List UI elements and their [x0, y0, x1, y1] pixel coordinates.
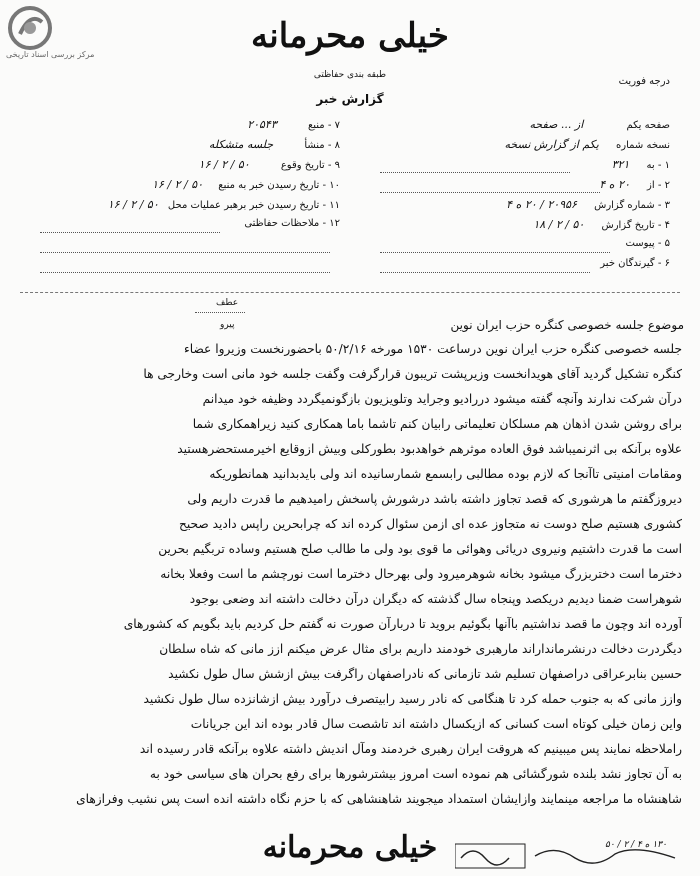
body-line: است ما قدرت داشتیم ونیروی دریائی وهوائی ما قوی بود ولی ما طالب صلح هستیم وساده تربگیم بحرین: [158, 542, 682, 556]
meta-label: ۹ - تاریخ وقوع: [280, 160, 340, 171]
archive-caption: مرکز بررسی اسناد تاریخی: [6, 50, 95, 59]
meta-label: ۳ - شماره گزارش: [594, 200, 670, 211]
meta-label: ۱ - به: [646, 160, 670, 171]
body-line: دیروزگفتم ما هرشوری که قصد تجاوز داشته باشد درشورش پاسخش رامیدهیم ما قدرت داریم ولی: [187, 492, 682, 506]
section-divider: [20, 292, 680, 293]
report-type-label: گزارش خبر: [316, 92, 384, 106]
dotted-line: [195, 312, 245, 313]
meta-value: ۵۰ / ۲ / ۱۶: [152, 178, 204, 191]
meta-value: ۳۲۱: [611, 158, 630, 171]
handwritten-reference: [455, 838, 685, 872]
dotted-line: [40, 272, 330, 273]
subject-line: موضوع جلسه خصوصی کنگره حزب ایران نوین: [450, 318, 684, 332]
body-line: حسین بنابرعراقی دراصفهان تسلیم شد تازمانی که نادراصفهان راگرفت بیش ازشش سال طول نکشید: [168, 667, 682, 681]
body-line: درآن شرکت ندارند وآنچه گفته میشود دررادیو وجراید وتلویزیون بازگونمیگردد وظیفه خود میدانم: [202, 392, 682, 406]
meta-label: ۶ - گیرندگان خبر: [600, 258, 670, 269]
body-line: دیگردرت دخالت درنشرمانداراند مارهبری خودمند داریم برای مثال عرض میکنم ازز مانی که شاه سلطان: [159, 642, 682, 656]
meta-report-date: [533, 218, 670, 231]
dotted-line: [380, 272, 590, 273]
body-line: راملاحظه نمایند پس میبینیم که هروقت ایران رهبری خردمند ومآل اندیش داشته علاوه برآنکه قادر رسیده اند: [139, 742, 682, 756]
body-line: وازز مانی که به جنوب حمله کرد تا هنگامی که نادر رسید رابیتصرف درآورد بیش ازشانزده سال طول نکشید: [143, 692, 682, 706]
meta-report-number: [506, 198, 670, 211]
body-line: برای روشن شدن اذهان هم مسلکان تعلیماتی رابیان کنم تاشما باما همکاری کنید زیراهمکاری شما: [192, 417, 682, 431]
meta-label: ۵ - پیوست: [625, 238, 670, 249]
meta-label: نسخه شماره: [616, 140, 670, 151]
body-line: جلسه خصوصی کنگره حزب ایران نوین درساعت ۱۵۳۰ مورخه ۵۰/۲/۱۶ باحضورنخست وزیروا عضاء: [184, 342, 682, 356]
meta-value: ۲۰۵۴۳: [247, 118, 277, 131]
meta-to: [612, 158, 670, 171]
meta-label: ۴ - تاریخ گزارش: [601, 220, 670, 231]
meta-label: ۱۱ - تاریخ رسیدن خبر برهبر عملیات محل: [167, 200, 340, 211]
secret-stamp-top: خیلی محرمانه: [251, 16, 449, 56]
dotted-line: [380, 192, 600, 193]
secret-stamp-bottom: خیلی محرمانه: [262, 830, 438, 865]
meta-ops-date: [10, 198, 340, 211]
meta-source: [40, 118, 340, 131]
body-line: ومقامات امنیتی تاآنجا که لازم بوده مطالبی رابسمع شمارسانیده اند ولی بایدبدانید همانطوریکه: [209, 467, 682, 481]
signature-ref-text: ۱۳۰ ه ۴ / ۲ / ۵۰: [605, 840, 667, 850]
meta-label: ۲ - از: [647, 180, 670, 191]
body-line: آورده اند وچون ما قصد نداشتیم باآنها بگوئیم بروید تا دربارآن صورت نه گفتم حل کردیم باید بگویم که کشورهای: [123, 617, 682, 631]
meta-security-notes: [40, 218, 340, 229]
meta-label: صفحه یکم: [626, 120, 670, 131]
meta-recipients: [600, 258, 670, 269]
meta-event-date: [40, 158, 340, 171]
dotted-line: [40, 252, 330, 253]
meta-copy: [505, 138, 670, 151]
body-line: کشوری هستیم صلح دوست نه متجاوز عده ای ازمن سئوال کرده اند که چرابحرین راپس دادید صحیح: [179, 517, 682, 531]
followup-label: پیرو: [220, 320, 235, 330]
dotted-line: [380, 172, 570, 173]
archive-logo-icon: [6, 4, 54, 52]
body-line: کنگره تشکیل گردید آقای هویدانخست وزیرپشت تریبون قرارگرفت وگفت جلسه خود مانی است وخارجی ها: [143, 367, 682, 381]
body-line: شوهراست ضمنا دیدیم دریکصد وپنجاه سال گذشته که دیگران درآن دخالت داشته اند وضعی بوجود: [189, 592, 682, 606]
meta-value: جلسه متشکله: [208, 138, 274, 151]
meta-label: ۸ - منشأ: [304, 140, 340, 151]
meta-value: ۵۰ / ۲ / ۱۶: [107, 198, 159, 211]
meta-value: ۲۰ ه ۴: [599, 178, 630, 191]
meta-page: [530, 118, 670, 131]
body-line: علاوه برآنکه بی اثرنمیباشد فوق العاده موثرهم خواهدبود بطورکلی وبیش ازوقایع اخیرمستحضرهستید: [177, 442, 682, 456]
meta-value: ۵۰ / ۲ / ۱۶: [198, 158, 250, 171]
dotted-line: [40, 232, 220, 233]
meta-value: از ... صفحه: [529, 118, 584, 131]
meta-value: ۲۰۹۵۶ / ۲۰ ه ۴: [506, 198, 577, 211]
meta-value: ۵۰ / ۲ / ۱۸: [533, 218, 585, 231]
meta-label: ۱۰ - تاریخ رسیدن خبر به منبع: [218, 180, 340, 191]
meta-label: ۷ - منبع: [307, 120, 340, 131]
reference-label: عطف: [216, 298, 239, 308]
classification-label: طبقه بندی حفاظتی: [313, 70, 387, 80]
body-line: دخترما است دختربزرگ میشود بخانه شوهرمیرود ولی بهرحال دخترما است نورچشم ما است وفعلا بخانه: [160, 567, 682, 581]
meta-origin: [40, 138, 340, 151]
body-line: واین زمان خیلی کوتاه است کسانی که ازیکسال داشته اند تاشصت سال قادر بوده اند این جریانات: [190, 717, 682, 731]
body-line: شاهنشاه ما مراجعه مینمایند وازایشان استمداد میجویند شاهنشاهی که با حزم نگاه داشته انده است پس نشیب وفرازهای: [76, 792, 682, 806]
meta-from: [599, 178, 670, 191]
meta-label: ۱۲ - ملاحظات حفاظتی: [244, 218, 340, 229]
meta-source-date: [40, 178, 340, 191]
urgency-grade-label: درجه فوریت: [618, 76, 670, 87]
body-line: به آن تجاوز نشد بلنده شورگشائی هم نموده است امروز بیشترشورها برای رفع بحران های سیاسی خود به: [149, 767, 682, 781]
meta-value: یکم از گزارش نسخه: [504, 138, 599, 151]
dotted-line: [380, 252, 610, 253]
meta-attachment: [625, 238, 670, 249]
